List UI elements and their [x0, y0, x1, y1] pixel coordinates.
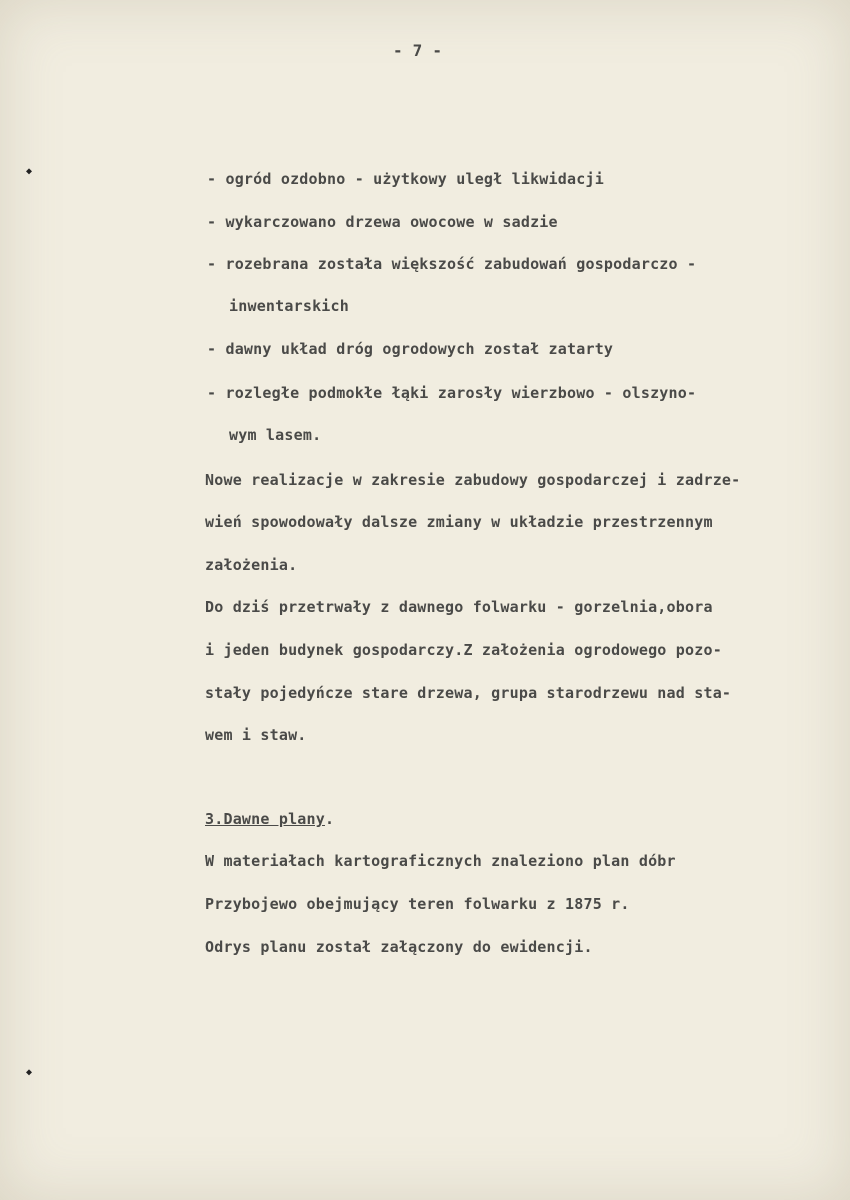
margin-dot-mark: ◆: [26, 166, 33, 177]
paragraph-line: wem i staw.: [205, 726, 307, 744]
paragraph-line: Nowe realizacje w zakresie zabudowy gospodarczej i zadrze-: [205, 471, 741, 489]
bullet-line: - ogród ozdobno - użytkowy uległ likwidacji: [207, 170, 604, 188]
margin-dot-mark: ◆: [26, 1067, 33, 1078]
page-number: - 7 -: [393, 41, 443, 60]
paragraph-line: Do dziś przetrwały z dawnego folwarku - gorzelnia,obora: [205, 598, 713, 616]
paragraph-line: stały pojedyńcze stare drzewa, grupa starodrzewu nad sta-: [205, 684, 732, 702]
paragraph-line: i jeden budynek gospodarczy.Z założenia ogrodowego pozo-: [205, 641, 722, 659]
section-heading: [205, 810, 334, 828]
paragraph-line: Odrys planu został załączony do ewidencji.: [205, 938, 593, 956]
paragraph-line: założenia.: [205, 556, 298, 574]
bullet-line: - rozebrana została większość zabudowań gospodarczo -: [207, 255, 697, 273]
bullet-line: wym lasem.: [229, 426, 322, 444]
paragraph-line: wień spowodowały dalsze zmiany w układzie przestrzennym: [205, 513, 713, 531]
section-heading-period: .: [325, 810, 335, 828]
bullet-line: - rozległe podmokłe łąki zarosły wierzbowo - olszyno-: [207, 384, 697, 402]
paragraph-line: Przybojewo obejmujący teren folwarku z 1875 r.: [205, 895, 630, 913]
section-heading-text: 3.Dawne plany: [205, 810, 325, 828]
bullet-line: - dawny układ dróg ogrodowych został zatarty: [207, 340, 614, 358]
paragraph-line: W materiałach kartograficznych znaleziono plan dóbr: [205, 852, 676, 870]
bullet-line: - wykarczowano drzewa owocowe w sadzie: [207, 213, 558, 231]
bullet-line: inwentarskich: [229, 297, 349, 315]
